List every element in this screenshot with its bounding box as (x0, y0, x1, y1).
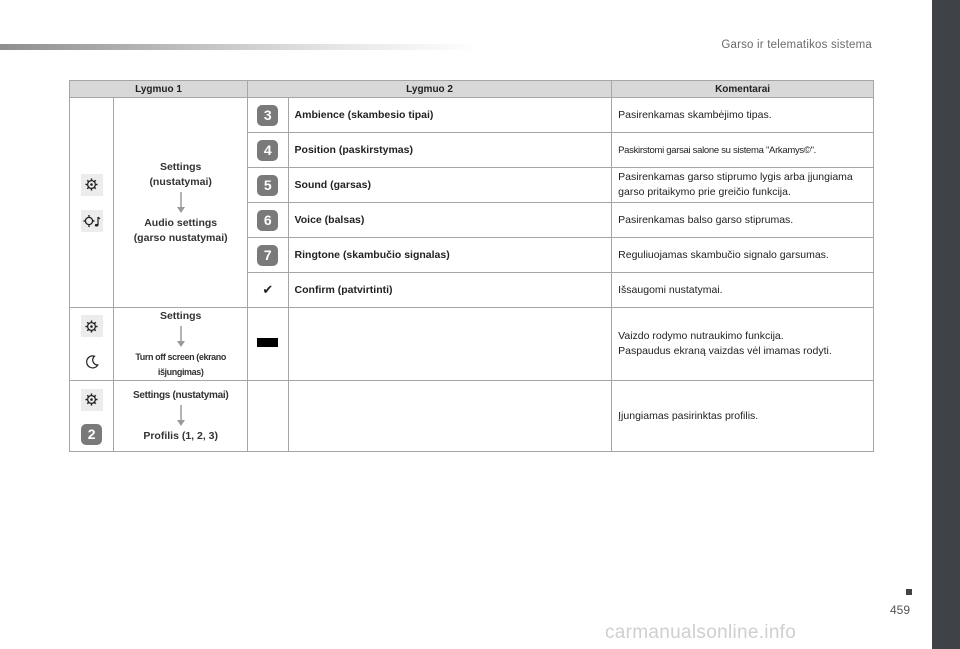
group1-audio-settings-translation: (garso nustatymai) (133, 231, 228, 244)
badge-cell-empty (248, 381, 289, 452)
arrow-down-icon (176, 326, 186, 348)
page-number: 459 (890, 603, 911, 617)
group1-audio-settings-label: Audio settings (144, 216, 218, 229)
settings-table (69, 80, 874, 452)
gear-icon (81, 315, 103, 337)
gear-icon (81, 174, 103, 196)
comment-cell: Paskirstomi garsai salone su sistema "Arkamys©". (612, 133, 874, 168)
comment-cell: Reguliuojamas skambučio signalo garsumas. (612, 238, 874, 273)
badge-cell (248, 308, 289, 381)
table-row (70, 98, 874, 133)
table-header-row (70, 81, 874, 98)
moon-icon (81, 351, 103, 373)
group1-level1-cell (114, 98, 248, 308)
number-badge-7: 7 (257, 245, 278, 266)
group2-level1-cell (114, 308, 248, 381)
group3-settings-label: Settings (nustatymai) (132, 390, 229, 401)
group3-icons-cell (70, 381, 114, 452)
badge-cell (248, 238, 289, 273)
comment-cell (612, 308, 874, 381)
comment-cell: Pasirenkamas balso garso stiprumas. (612, 203, 874, 238)
group3-profile-label: Profilis (1, 2, 3) (143, 430, 219, 442)
number-badge-2: 2 (81, 424, 102, 445)
comment-cell: Išsaugomi nustatymai. (612, 273, 874, 308)
table-row (70, 308, 874, 381)
number-badge-4: 4 (257, 140, 278, 161)
level2-empty (288, 308, 612, 381)
group2-comment-line1: Vaizdo rodymo nutraukimo funkcija. (618, 330, 784, 342)
table-row (70, 381, 874, 452)
level2-label: Voice (balsas) (288, 203, 612, 238)
number-badge-6: 6 (257, 210, 278, 231)
group3-level1-cell (114, 381, 248, 452)
number-badge-5: 5 (257, 175, 278, 196)
right-edge-band (932, 0, 960, 649)
gear-music-icon (81, 210, 103, 232)
level2-label: Ringtone (skambučio signalas) (288, 238, 612, 273)
level2-label: Position (paskirstymas) (288, 133, 612, 168)
gear-icon (81, 389, 103, 411)
arrow-down-icon (176, 192, 186, 214)
level2-label: Sound (garsas) (288, 168, 612, 203)
badge-cell (248, 133, 289, 168)
column-header-level1: Lygmuo 1 (70, 81, 248, 98)
group2-turn-off-screen-label: Turn off screen (ekrano išjungimas) (135, 351, 226, 377)
header-gradient-bar (0, 44, 480, 50)
arrow-down-icon (176, 405, 186, 427)
group1-settings-translation: (nustatymai) (149, 175, 212, 188)
level2-label: Ambience (skambesio tipai) (288, 98, 612, 133)
group1-icons-cell (70, 98, 114, 308)
badge-cell (248, 273, 289, 308)
level2-empty (288, 381, 612, 452)
badge-cell (248, 203, 289, 238)
column-header-comments: Komentarai (612, 81, 874, 98)
group2-comment-line2: Paspaudus ekraną vaizdas vėl imamas rodyti. (618, 345, 832, 357)
column-header-level2: Lygmuo 2 (248, 81, 612, 98)
group2-settings-label: Settings (159, 309, 202, 322)
comment-cell: Pasirenkamas garso stiprumo lygis arba įjungiama garso pritaikymo prie greičio funkcija. (612, 168, 874, 203)
number-badge-3: 3 (257, 105, 278, 126)
group1-settings-label: Settings (159, 160, 202, 173)
checkmark-icon: ✔ (262, 282, 274, 297)
badge-cell (248, 168, 289, 203)
level2-label: Confirm (patvirtinti) (288, 273, 612, 308)
black-screen-icon (257, 338, 278, 347)
comment-cell: Pasirenkamas skambėjimo tipas. (612, 98, 874, 133)
comment-cell: Įjungiamas pasirinktas profilis. (612, 381, 874, 452)
watermark-text: carmanualsonline.info (605, 622, 797, 643)
page-marker (906, 589, 912, 595)
group2-icons-cell (70, 308, 114, 381)
page-header-title: Garso ir telematikos sistema (721, 39, 872, 51)
badge-cell (248, 98, 289, 133)
